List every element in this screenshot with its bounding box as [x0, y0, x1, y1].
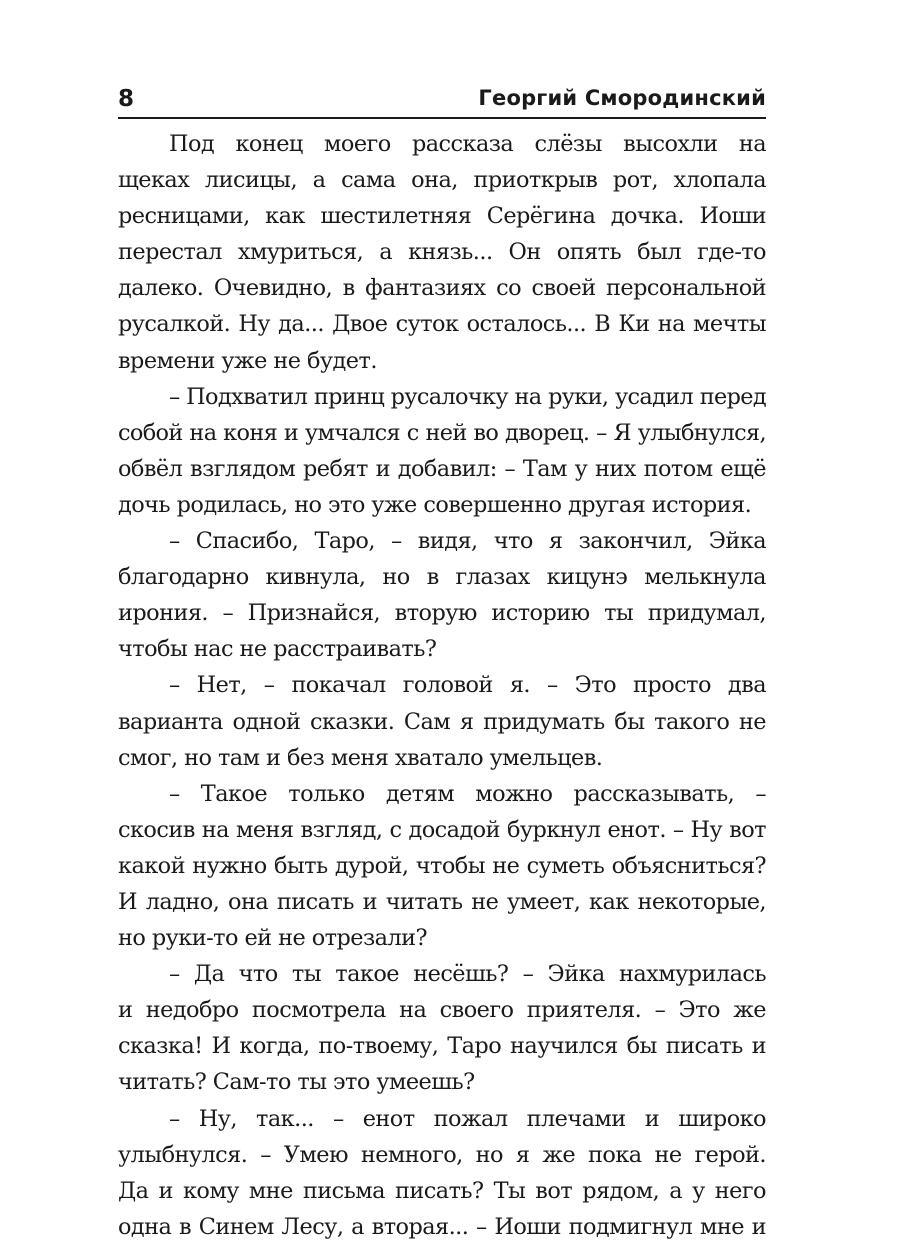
text-line: ресницами, как шестилетняя Серёгина дочка. Иоши: [118, 203, 766, 230]
text-line: Под конец моего рассказа слёзы высохли на: [169, 131, 766, 157]
body-text: [118, 126, 766, 1245]
text-line: далеко. Очевидно, в фантазиях со своей персональной: [118, 275, 766, 302]
text-line: чтобы нас не расстраивать?: [118, 636, 437, 663]
text-line: скосив на меня взгляд, с досадой буркнул енот. – Ну вот: [118, 816, 766, 843]
text-line: обвёл взглядом ребят и добавил: – Там у них потом ещё: [118, 455, 766, 482]
text-line: какой нужно быть дурой, чтобы не суметь объясниться?: [118, 852, 766, 879]
text-line: одна в Синем Лесу, а вторая... – Иоши подмигнул мне и: [118, 1213, 766, 1240]
text-line: собой на коня и умчался с ней во дворец. – Я улыбнулся,: [118, 419, 766, 446]
running-head-author: Георгий Смородинский: [478, 86, 766, 110]
text-line: И ладно, она писать и читать не умеет, как некоторые,: [118, 888, 766, 915]
text-line: времени уже не будет.: [118, 347, 377, 374]
text-line: – Подхватил принц русалочку на руки, усадил перед: [169, 383, 766, 410]
text-line: – Да что ты такое несёшь? – Эйка нахмурилась: [169, 961, 766, 988]
text-line: читать? Сам-то ты это умеешь?: [118, 1069, 475, 1096]
text-line: дочь родилась, но это уже совершенно другая история.: [118, 491, 752, 518]
text-line: перестал хмуриться, а князь... Он опять был где-то: [118, 239, 766, 266]
text-line: варианта одной сказки. Сам я придумать бы такого не: [118, 708, 766, 735]
text-line: смог, но там и без меня хватало умельцев.: [118, 744, 603, 771]
text-line: благодарно кивнула, но в глазах кицунэ мелькнула: [118, 564, 766, 591]
text-line: щеках лисицы, а сама она, приоткрыв рот, хлопала: [118, 167, 766, 194]
text-line: ирония. – Признайся, вторую историю ты придумал,: [118, 600, 766, 627]
text-line: – Спасибо, Таро, – видя, что я закончил, Эйка: [169, 528, 766, 555]
text-line: – Такое только детям можно рассказывать, –: [169, 780, 766, 807]
page-number: 8: [118, 86, 135, 112]
text-line: русалкой. Ну да... Двое суток осталось... В Ки на мечты: [118, 311, 766, 338]
text-line: улыбнулся. – Умею немного, но я же пока не герой.: [118, 1141, 766, 1168]
text-line: и недобро посмотрела на своего приятеля. – Это же: [118, 997, 766, 1024]
page-header: [118, 80, 766, 120]
text-line: – Ну, так... – енот пожал плечами и широко: [169, 1105, 766, 1132]
header-rule: [118, 117, 766, 119]
text-line: – Нет, – покачал головой я. – Это просто два: [169, 672, 766, 699]
text-line: Да и кому мне письма писать? Ты вот рядом, а у него: [118, 1177, 766, 1204]
text-line: но руки-то ей не отрезали?: [118, 925, 427, 952]
text-line: сказка! И когда, по-твоему, Таро научился бы писать и: [118, 1033, 766, 1060]
